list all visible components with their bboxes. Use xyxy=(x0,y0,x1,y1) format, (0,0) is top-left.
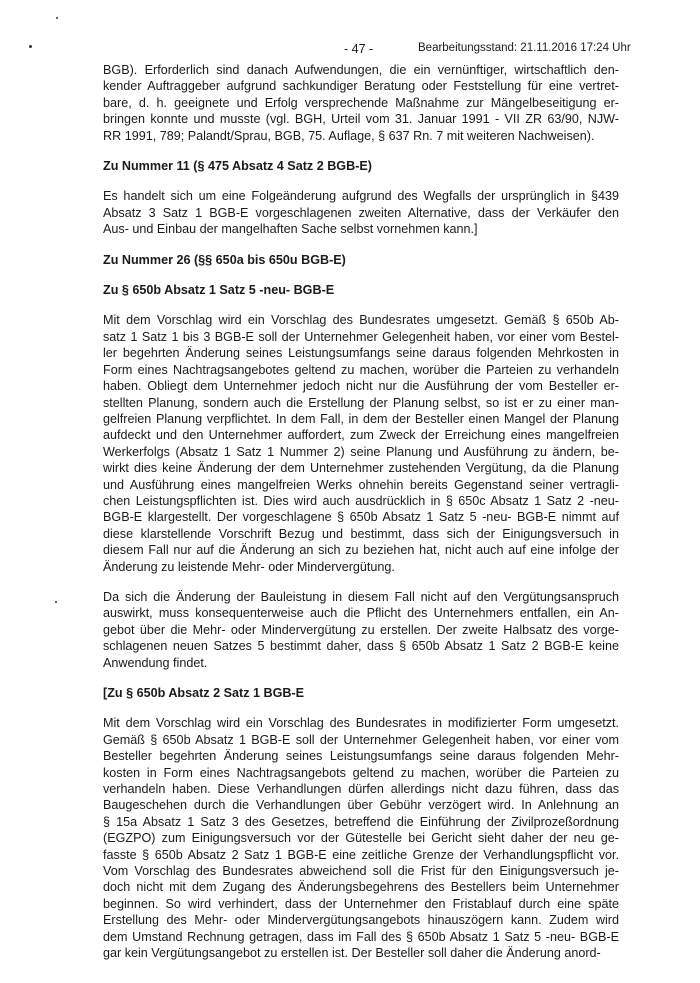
revision-status: Bearbeitungsstand: 21.11.2016 17:24 Uhr xyxy=(418,42,631,54)
text-line: fasste § 650b Absatz 2 Satz 1 BGB-E eine zeitliche Grenze der Verhandlungspflicht vor. xyxy=(103,847,619,862)
text-line: doch nicht mit dem Zugang des Änderungsbegehrens des Bestellers beim Unternehmer xyxy=(103,880,619,895)
text-line: satz 1 Satz 1 bis 3 BGB-E soll der Unternehmer Gelegenheit haben, vor einer vom Bestel- xyxy=(103,329,619,344)
text-line: wirkt dies keine Änderung der dem Unternehmer zustehenden Vergütung, da die Planung xyxy=(103,461,619,476)
paragraph xyxy=(103,188,619,237)
text-line: Besteller begehrten Änderung seines Leistungsumfangs seine daraus folgenden Mehr- xyxy=(103,749,619,764)
document-body xyxy=(103,62,619,962)
text-line: Mit dem Vorschlag wird ein Vorschlag des Bundesrates umgesetzt. Gemäß § 650b Ab- xyxy=(103,313,619,328)
text-line: Da sich die Änderung der Bauleistung in diesem Fall nicht auf den Vergütungsanspruch xyxy=(103,589,619,604)
section-heading: Zu § 650b Absatz 1 Satz 5 -neu- BGB-E xyxy=(103,283,335,298)
text-line: aufdeckt und den Unternehmer auffordert, zum Zweck der Erreichung eines mangelfreien xyxy=(103,428,619,443)
section-heading: [Zu § 650b Absatz 2 Satz 1 BGB-E xyxy=(103,686,305,700)
text-line: chen Leistungspflichten ist. Dies wird auch ausdrücklich in § 650c Absatz 1 Satz 2 -neu- xyxy=(103,493,619,508)
paragraph xyxy=(103,589,619,671)
page-number: - 47 - xyxy=(344,42,374,56)
text-line: diesem Fall nur auf die Änderung an sich zu beziehen hat, nicht auch auf eine infolge der xyxy=(103,543,619,558)
text-line: (EGZPO) zum Einigungsversuch vor der Gütestelle bei Gericht sieht daher der neu ge- xyxy=(103,831,619,846)
text-line: BGB-E klargestellt. Der vorgeschlagene § 650b Absatz 1 Satz 5 -neu- BGB-E nimmt auf xyxy=(103,510,619,525)
text-line: ler begehrten Änderung seines Leistungsumfangs seine daraus folgenden Mehrkosten in xyxy=(103,346,619,361)
scan-speck xyxy=(56,17,58,19)
section-heading: Zu Nummer 26 (§§ 650a bis 650u BGB-E) xyxy=(103,252,346,267)
text-line: kosten in Form eines Nachtragsangebots geltend zu machen, worüber die Parteien zu xyxy=(103,765,619,780)
text-line: Aus- und Einbau der mangelhaften Sache selbst vornehmen kann.] xyxy=(103,222,478,237)
text-line: dem Umstand Rechnung getragen, dass im Fall des § 650b Absatz 1 Satz 5 -neu- BGB-E xyxy=(103,929,619,944)
text-line: kender Auftraggeber aufgrund sachkundiger Beratung oder Feststellung für eine vertret- xyxy=(103,79,619,94)
text-line: Baugeschehen durch die Verhandlungen über Gebühr verzögert wird. In Anlehnung an xyxy=(103,798,619,813)
section-heading: Zu Nummer 11 (§ 475 Absatz 4 Satz 2 BGB-E) xyxy=(103,159,372,174)
text-line: RR 1991, 789; Palandt/Sprau, BGB, 75. Auflage, § 637 Rn. 7 mit weiteren Nachweisen). xyxy=(103,128,595,143)
text-line: Vom Vorschlag des Bundesrates abweichend soll die Frist für den Einigungsversuch je- xyxy=(103,864,619,879)
paragraph xyxy=(103,715,619,961)
text-line: gelfreien Planung verpflichtet. In dem Fall, in dem der Besteller einen Mangel der Planung xyxy=(103,411,619,426)
text-line: haben. Obliegt dem Unternehmer jedoch nicht nur die Ausführung der vom Besteller er- xyxy=(103,379,619,394)
text-line: Form eines Nachtragsangebotes geltend zu machen, worüber die Parteien zu verhandeln xyxy=(103,362,619,377)
text-line: diese klarstellende Vorschrift Bezug und bestimmt, dass sich der Einigungsversuch in xyxy=(103,526,619,541)
text-line: § 15a Absatz 1 Satz 3 des Gesetzes, betreffend die Einführung der Zivilprozeßordnung xyxy=(103,814,619,829)
scan-speck xyxy=(55,601,57,603)
text-line: gar kein Vergütungsangebot zu erstellen ist. Der Besteller soll daher die Änderung anord- xyxy=(103,946,601,961)
text-line: bare, d. h. geeignete und Erfolg versprechende Maßnahme zur Mängelbeseitigung er- xyxy=(103,95,619,110)
text-line: Werkerfolgs (Absatz 1 Satz 1 Nummer 2) seine Planung und Ausführung zu ändern, be- xyxy=(103,444,619,459)
text-line: Anwendung findet. xyxy=(103,655,208,670)
text-line: Mit dem Vorschlag wird ein Vorschlag des Bundesrates in modifizierter Form umgesetzt. xyxy=(103,716,619,731)
page-header xyxy=(0,42,700,58)
text-line: BGB). Erforderlich sind danach Aufwendungen, die ein vernünftiger, wirtschaftlich den- xyxy=(103,63,619,77)
text-line: Es handelt sich um eine Folgeänderung aufgrund des Wegfalls der ursprünglich in §439 xyxy=(103,189,619,204)
text-line: und Ausführung eines mangelfreien Werks ohnehin bereits Gegenstand seiner vertragli- xyxy=(103,477,619,492)
text-line: bringen konnte und musste (vgl. BGH, Urteil vom 31. Januar 1991 - VII ZR 63/90, NJW- xyxy=(103,112,619,127)
text-line: Erstellung des Mehr- oder Mindervergütungsangebots hinauszögern kann. Zudem wird xyxy=(103,913,619,928)
paragraph xyxy=(103,62,619,144)
text-line: gebot über die Mehr- oder Mindervergütung zu erstellen. Der zweite Halbsatz des vorge- xyxy=(103,622,619,637)
text-line: schlagenen neuen Satzes 5 bestimmt daher, dass § 650b Absatz 1 Satz 2 BGB-E keine xyxy=(103,639,619,654)
text-line: Absatz 3 Satz 1 BGB-E vorgeschlagenen zweiten Alternative, dass der Verkäufer den xyxy=(103,205,619,220)
text-line: stellten Planung, sondern auch die Erstellung der Planung selbst, so ist er zu einer man- xyxy=(103,395,619,410)
text-line: auswirkt, muss konsequenterweise auch die Pflicht des Unternehmers entfallen, ein An- xyxy=(103,606,619,621)
text-line: verhandeln haben. Diese Verhandlungen dürfen allerdings nicht dazu führen, dass das xyxy=(103,782,619,797)
paragraph xyxy=(103,312,619,575)
text-line: beginnen. So wird verhindert, dass der Unternehmer den Fristablauf durch eine späte xyxy=(103,896,619,911)
text-line: Gemäß § 650b Absatz 1 BGB-E soll der Unternehmer Gelegenheit haben, vor einer vom xyxy=(103,732,619,747)
text-line: Änderung zu leistende Mehr- oder Mindervergütung. xyxy=(103,559,395,574)
